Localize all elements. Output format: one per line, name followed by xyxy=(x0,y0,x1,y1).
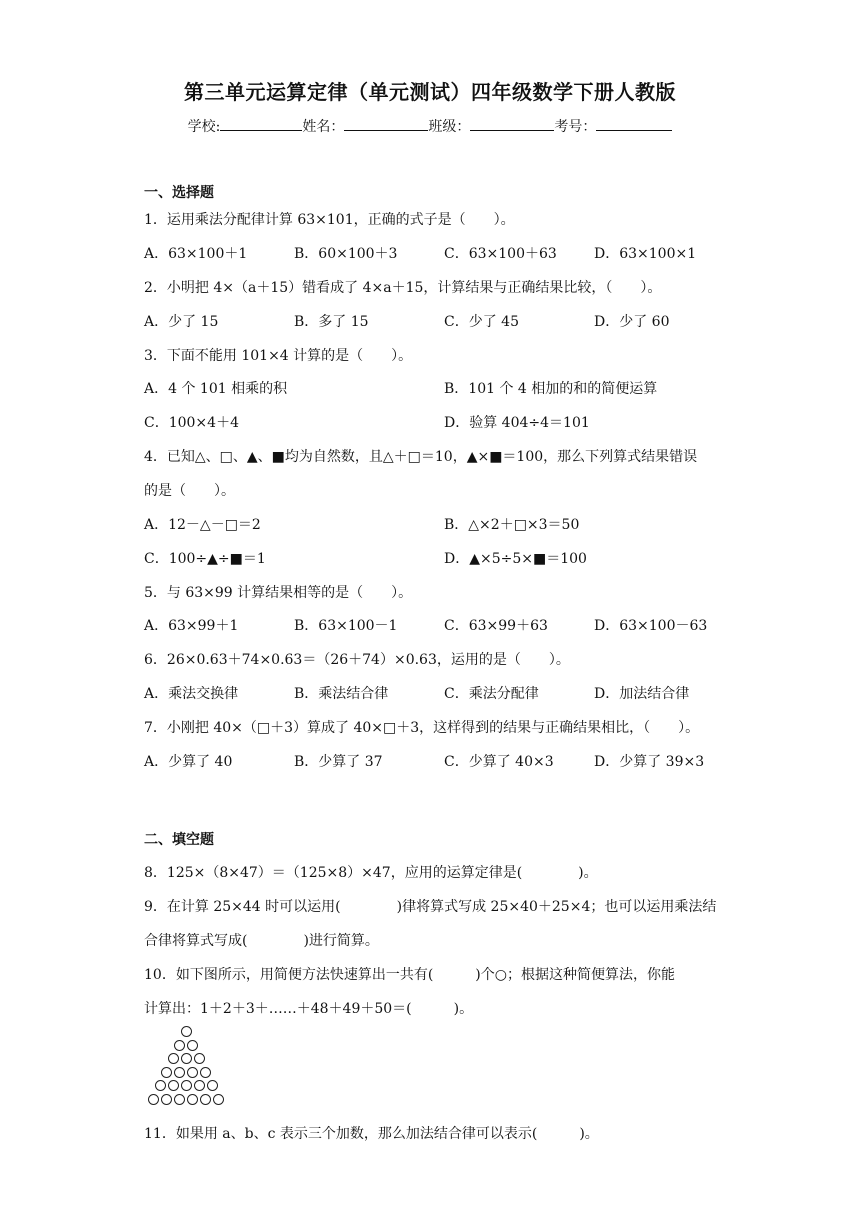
question-7-option-c[interactable]: C．少算了 40×3 xyxy=(444,754,554,770)
circle-mark xyxy=(181,1080,192,1091)
question-5-option-b[interactable]: B．63×100－1 xyxy=(294,618,398,634)
question-10-line-2: 计算出：1＋2＋3＋……＋48＋49＋50＝( )。 xyxy=(144,1001,474,1017)
circle-mark xyxy=(194,1053,205,1064)
circle-mark xyxy=(174,1067,185,1078)
question-5-option-d[interactable]: D．63×100－63 xyxy=(594,618,708,634)
circle-mark xyxy=(174,1094,185,1105)
circle-mark xyxy=(187,1094,198,1105)
question-9-line-2: 合律将算式写成( )进行简算。 xyxy=(144,933,379,949)
school-label: 学校: xyxy=(187,119,221,135)
name-blank[interactable] xyxy=(344,116,428,131)
circle-mark xyxy=(200,1067,211,1078)
question-1-option-d[interactable]: D．63×100×1 xyxy=(594,246,697,262)
question-1-option-b[interactable]: B．60×100＋3 xyxy=(294,246,398,262)
class-blank[interactable] xyxy=(470,116,554,131)
question-7-option-d[interactable]: D．少算了 39×3 xyxy=(594,754,705,770)
page-title: 第三单元运算定律（单元测试）四年级数学下册人教版 xyxy=(184,80,676,104)
question-7-stem: 7．小刚把 40×（□＋3）算成了 40×□＋3，这样得到的结果与正确结果相比，（ ）。 xyxy=(144,720,700,736)
question-7-option-b[interactable]: B．少算了 37 xyxy=(294,754,383,770)
question-5-stem: 5．与 63×99 计算结果相等的是（ ）。 xyxy=(144,585,413,601)
question-1-option-a[interactable]: A．63×100＋1 xyxy=(144,246,248,262)
circle-mark xyxy=(155,1080,166,1091)
question-2-stem: 2．小明把 4×（a＋15）错看成了 4×a＋15，计算结果与正确结果比较，（ ）。 xyxy=(144,280,662,296)
student-info-line xyxy=(0,116,860,136)
question-5-option-c[interactable]: C．63×99＋63 xyxy=(444,618,548,634)
question-6-stem: 6．26×0.63＋74×0.63＝（26＋74）×0.63，运用的是（ ）。 xyxy=(144,652,570,668)
circle-mark xyxy=(168,1053,179,1064)
question-6-option-a[interactable]: A．乘法交换律 xyxy=(144,686,239,702)
question-4-stem-line-2: 的是（ ）。 xyxy=(144,483,235,499)
question-5-option-a[interactable]: A．63×99＋1 xyxy=(144,618,239,634)
question-3-option-c[interactable]: C．100×4＋4 xyxy=(144,415,239,431)
question-1-option-c[interactable]: C．63×100＋63 xyxy=(444,246,557,262)
question-4-option-a[interactable]: A．12－△－□＝2 xyxy=(144,517,261,533)
question-2-option-b[interactable]: B．多了 15 xyxy=(294,314,369,330)
circle-mark xyxy=(168,1080,179,1091)
question-6-option-d[interactable]: D．加法结合律 xyxy=(594,686,690,702)
question-4-option-c[interactable]: C．100÷▲÷■＝1 xyxy=(144,551,266,567)
exam-no-label: 考号： xyxy=(554,119,597,135)
circle-mark xyxy=(187,1067,198,1078)
circle-mark xyxy=(181,1026,192,1037)
section-fill-blank-title: 二、填空题 xyxy=(144,832,214,848)
question-3-option-b[interactable]: B．101 个 4 相加的和的简便运算 xyxy=(444,381,658,397)
question-8: 8．125×（8×47）＝（125×8）×47，应用的运算定律是( )。 xyxy=(144,865,598,881)
circle-mark xyxy=(181,1053,192,1064)
circle-mark xyxy=(174,1040,185,1051)
class-label: 班级： xyxy=(428,119,471,135)
circle-mark xyxy=(161,1094,172,1105)
section-choice-title: 一、选择题 xyxy=(144,185,214,201)
question-10-line-1: 10．如下图所示，用简便方法快速算出一共有( )个○；根据这种简便算法，你能 xyxy=(144,967,675,983)
question-6-option-b[interactable]: B．乘法结合律 xyxy=(294,686,389,702)
question-1-stem: 1．运用乘法分配律计算 63×101，正确的式子是（ ）。 xyxy=(144,212,515,228)
question-2-option-d[interactable]: D．少了 60 xyxy=(594,314,670,330)
question-11: 11．如果用 a、b、c 表示三个加数，那么加法结合律可以表示( )。 xyxy=(144,1126,599,1142)
circle-mark xyxy=(148,1094,159,1105)
question-4-option-d[interactable]: D．▲×5÷5×■＝100 xyxy=(444,551,587,567)
circle-triangle-figure xyxy=(140,1026,240,1112)
name-label: 姓名： xyxy=(302,119,345,135)
question-4-stem-line-1: 4．已知△、□、▲、■均为自然数，且△＋□＝10，▲×■＝100，那么下列算式结果错误 xyxy=(144,449,698,465)
circle-mark xyxy=(213,1094,224,1105)
circle-mark xyxy=(161,1067,172,1078)
question-2-option-a[interactable]: A．少了 15 xyxy=(144,314,219,330)
question-4-option-b[interactable]: B．△×2＋□×3＝50 xyxy=(444,517,580,533)
exam-no-blank[interactable] xyxy=(596,116,672,131)
question-3-option-d[interactable]: D．验算 404÷4＝101 xyxy=(444,415,590,431)
question-2-option-c[interactable]: C．少了 45 xyxy=(444,314,519,330)
question-9-line-1: 9．在计算 25×44 时可以运用( )律将算式写成 25×40＋25×4；也可以运用乘法结 xyxy=(144,899,717,915)
circle-mark xyxy=(207,1080,218,1091)
question-3-option-a[interactable]: A．4 个 101 相乘的积 xyxy=(144,381,288,397)
question-6-option-c[interactable]: C．乘法分配律 xyxy=(444,686,539,702)
question-3-stem: 3．下面不能用 101×4 计算的是（ ）。 xyxy=(144,348,413,364)
circle-mark xyxy=(194,1080,205,1091)
circle-mark xyxy=(187,1040,198,1051)
school-blank[interactable] xyxy=(220,116,302,131)
circle-mark xyxy=(200,1094,211,1105)
question-7-option-a[interactable]: A．少算了 40 xyxy=(144,754,233,770)
